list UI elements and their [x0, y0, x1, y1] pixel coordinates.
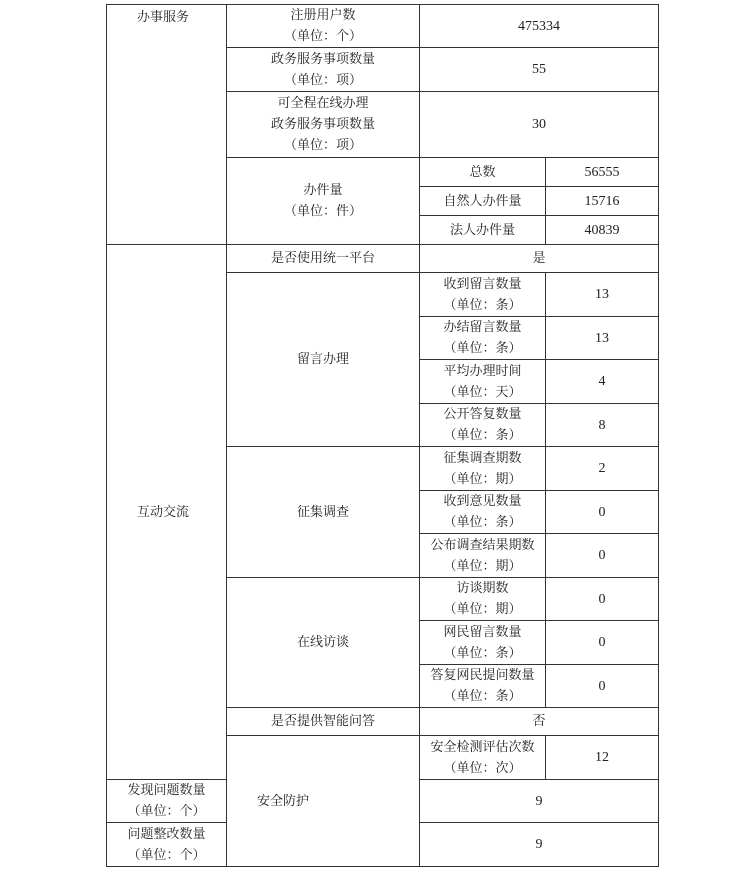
assessments-value: 12 — [546, 736, 659, 780]
smart-qa-value: 否 — [420, 708, 659, 736]
service-items-label: 政务服务事项数量 （单位：项） — [227, 48, 420, 92]
category-interaction: 互动交流 — [107, 245, 227, 780]
interview-periods-value: 0 — [546, 578, 659, 621]
table-row — [107, 245, 659, 273]
cases-label: 办件量 （单位：件） — [227, 158, 420, 245]
survey-results-value: 0 — [546, 534, 659, 578]
registered-users-value: 475334 — [420, 5, 659, 48]
issues-fixed-value: 9 — [420, 823, 659, 867]
cases-legal-label: 法人办件量 — [420, 216, 546, 245]
messages-label: 留言办理 — [227, 273, 420, 447]
smart-qa-label: 是否提供智能问答 — [227, 708, 420, 736]
survey-opinions-label: 收到意见数量 （单位：条） — [420, 491, 546, 534]
cases-legal-value: 40839 — [546, 216, 659, 245]
messages-public-value: 8 — [546, 404, 659, 447]
cases-natural-value: 15716 — [546, 187, 659, 216]
online-items-label: 可全程在线办理 政务服务事项数量 （单位：项） — [227, 92, 420, 158]
category-security: 安全防护 — [227, 736, 420, 867]
survey-label: 征集调查 — [227, 447, 420, 578]
messages-avg-time-value: 4 — [546, 360, 659, 404]
messages-avg-time-label: 平均办理时间 （单位：天） — [420, 360, 546, 404]
survey-periods-label: 征集调查期数 （单位：期） — [420, 447, 546, 491]
cases-natural-label: 自然人办件量 — [420, 187, 546, 216]
table-row — [107, 5, 659, 48]
interview-answered-value: 0 — [546, 665, 659, 708]
messages-handled-label: 办结留言数量 （单位：条） — [420, 317, 546, 360]
interview-msgs-label: 网民留言数量 （单位：条） — [420, 621, 546, 665]
messages-public-label: 公开答复数量 （单位：条） — [420, 404, 546, 447]
survey-results-label: 公布调查结果期数 （单位：期） — [420, 534, 546, 578]
category-service: 办事服务 — [107, 5, 227, 245]
statistics-table — [106, 4, 659, 867]
unified-platform-label: 是否使用统一平台 — [227, 245, 420, 273]
messages-handled-value: 13 — [546, 317, 659, 360]
issues-found-value: 9 — [420, 780, 659, 823]
interview-answered-label: 答复网民提问数量 （单位：条） — [420, 665, 546, 708]
issues-fixed-label: 问题整改数量 （单位：个） — [107, 823, 227, 867]
service-items-value: 55 — [420, 48, 659, 92]
interview-periods-label: 访谈期数 （单位：期） — [420, 578, 546, 621]
messages-received-label: 收到留言数量 （单位：条） — [420, 273, 546, 317]
unified-platform-value: 是 — [420, 245, 659, 273]
issues-found-label: 发现问题数量 （单位：个） — [107, 780, 227, 823]
interview-label: 在线访谈 — [227, 578, 420, 708]
survey-periods-value: 2 — [546, 447, 659, 491]
interview-msgs-value: 0 — [546, 621, 659, 665]
online-items-value: 30 — [420, 92, 659, 158]
cases-total-value: 56555 — [546, 158, 659, 187]
registered-users-label: 注册用户数 （单位：个） — [227, 5, 420, 48]
assessments-label: 安全检测评估次数 （单位：次） — [420, 736, 546, 780]
messages-received-value: 13 — [546, 273, 659, 317]
survey-opinions-value: 0 — [546, 491, 659, 534]
cases-total-label: 总数 — [420, 158, 546, 187]
